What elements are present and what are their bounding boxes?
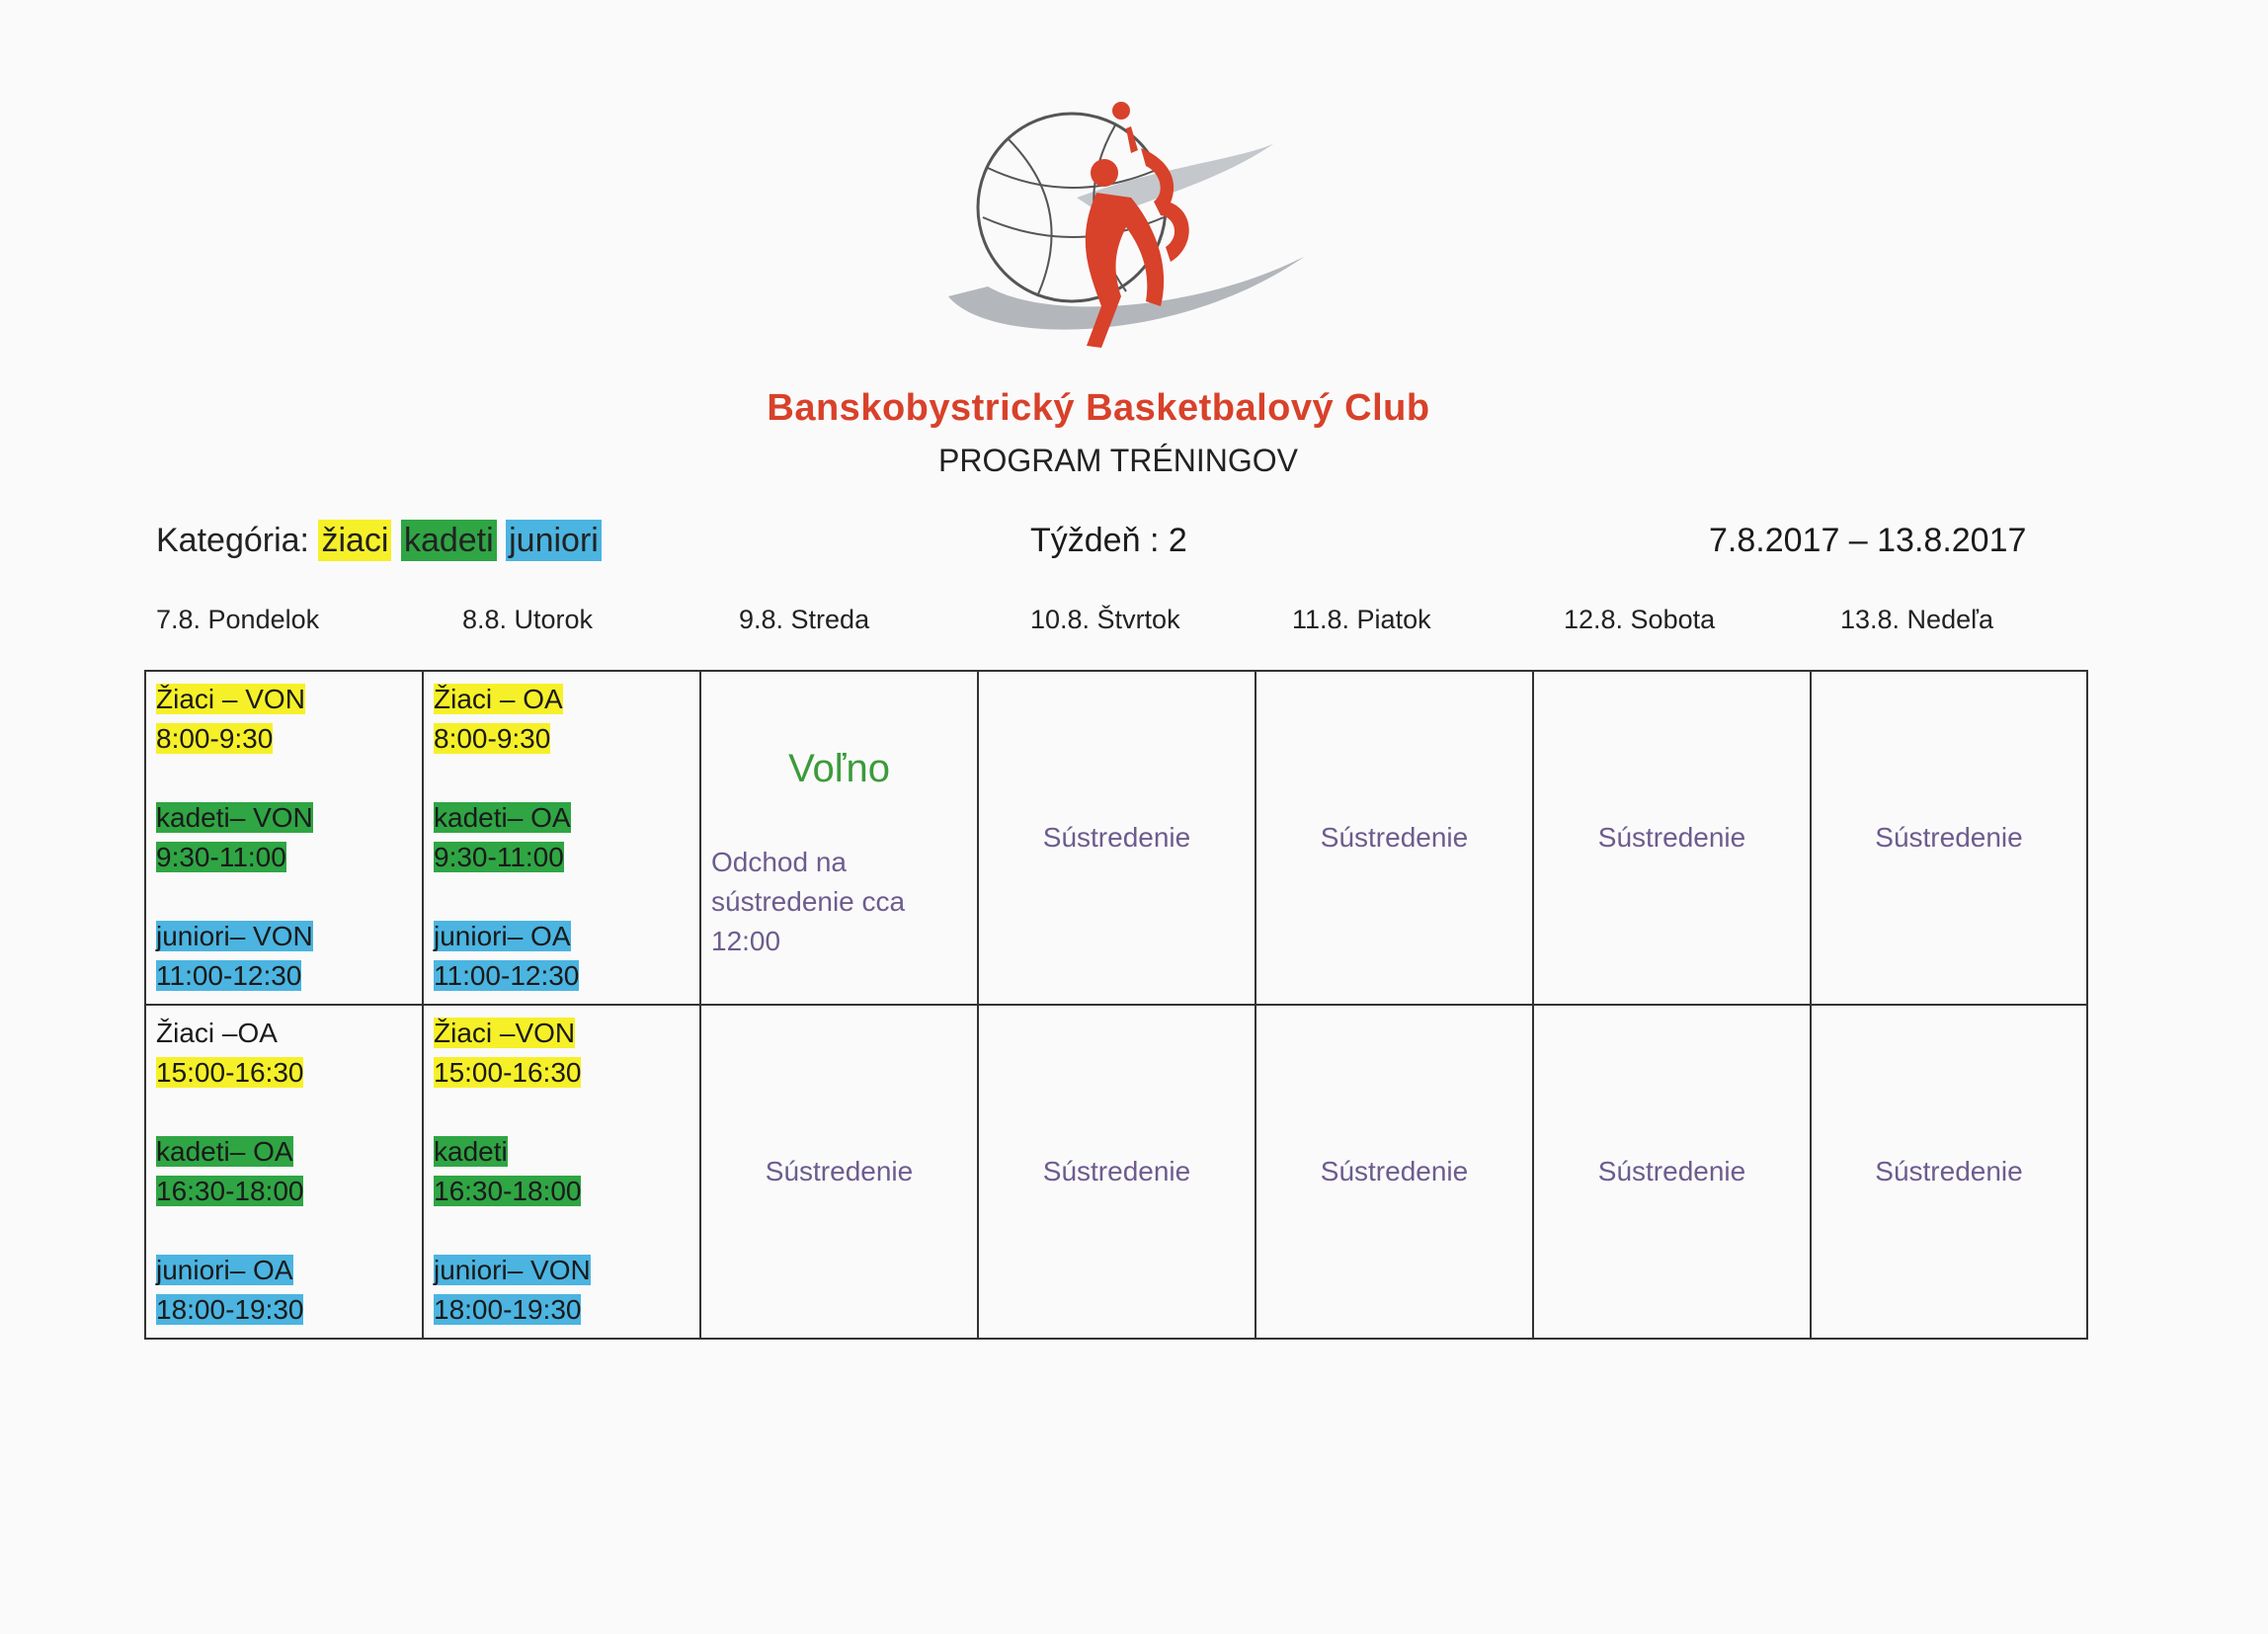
day-header-tuesday: 8.8. Utorok <box>462 605 594 634</box>
entry-time: 8:00-9:30 <box>434 723 551 754</box>
entry-name: kadeti– OA <box>156 1136 293 1167</box>
entry-ziaci <box>434 680 689 759</box>
cell-saturday-morning: Sústredenie <box>1533 671 1811 1005</box>
entry-time: 15:00-16:30 <box>434 1057 582 1088</box>
cell-thursday-afternoon: Sústredenie <box>978 1005 1256 1339</box>
cell-friday-afternoon: Sústredenie <box>1256 1005 1533 1339</box>
entry-ziaci <box>434 1014 689 1093</box>
cell-sunday-morning: Sústredenie <box>1811 671 2087 1005</box>
program-title: PROGRAM TRÉNINGOV <box>938 443 1298 478</box>
entry-time: 16:30-18:00 <box>156 1176 304 1206</box>
entry-ziaci <box>156 680 412 759</box>
departure-note <box>711 843 967 961</box>
category-row <box>156 522 602 560</box>
day-header-thursday: 10.8. Štvrtok <box>1030 605 1180 634</box>
entry-name: juniori– VON <box>156 921 313 951</box>
day-header-wednesday: 9.8. Streda <box>739 605 870 634</box>
note-line: sústredenie cca <box>711 886 906 917</box>
note-line: Odchod na <box>711 847 847 877</box>
entry-kadeti <box>156 1132 412 1211</box>
entry-time: 11:00-12:30 <box>156 960 302 991</box>
entry-time: 16:30-18:00 <box>434 1176 582 1206</box>
entry-ziaci <box>156 1014 412 1093</box>
entry-kadeti <box>434 798 689 877</box>
cell-monday-morning <box>145 671 423 1005</box>
entry-name: juniori– OA <box>434 921 571 951</box>
entry-time: 18:00-19:30 <box>156 1294 304 1325</box>
day-header-sunday: 13.8. Nedeľa <box>1840 605 1993 634</box>
entry-name: kadeti– VON <box>156 802 313 833</box>
schedule-table <box>144 670 2088 1340</box>
entry-time: 15:00-16:30 <box>156 1057 304 1088</box>
entry-name: juniori– OA <box>156 1255 293 1285</box>
volno-label: Voľno <box>788 747 890 790</box>
cell-tuesday-afternoon <box>423 1005 700 1339</box>
day-header-saturday: 12.8. Sobota <box>1564 605 1716 634</box>
entry-kadeti <box>156 798 412 877</box>
entry-juniori <box>434 917 689 996</box>
entry-time: 18:00-19:30 <box>434 1294 582 1325</box>
entry-juniori <box>434 1251 689 1330</box>
entry-juniori <box>156 917 412 996</box>
day-header-monday: 7.8. Pondelok <box>156 605 320 634</box>
cell-sunday-afternoon: Sústredenie <box>1811 1005 2087 1339</box>
entry-kadeti <box>434 1132 689 1211</box>
entry-time: 9:30-11:00 <box>156 842 286 872</box>
cell-monday-afternoon <box>145 1005 423 1339</box>
entry-time: 11:00-12:30 <box>434 960 580 991</box>
entry-name: Žiaci –VON <box>434 1018 576 1048</box>
entry-name: Žiaci – VON <box>156 684 305 714</box>
entry-juniori <box>156 1251 412 1330</box>
category-label: Kategória: <box>156 522 309 559</box>
club-logo <box>929 99 1314 361</box>
entry-name: juniori– VON <box>434 1255 591 1285</box>
note-line: 12:00 <box>711 926 781 956</box>
category-kadeti: kadeti <box>401 520 497 561</box>
entry-time: 9:30-11:00 <box>434 842 564 872</box>
table-row <box>145 671 2087 1005</box>
table-row <box>145 1005 2087 1339</box>
cell-wednesday-afternoon: Sústredenie <box>700 1005 978 1339</box>
cell-friday-morning: Sústredenie <box>1256 671 1533 1005</box>
club-name: Banskobystrický Basketbalový Club <box>767 387 1430 429</box>
week-label: Týždeň : 2 <box>1030 522 1187 559</box>
cell-wednesday-morning <box>700 671 978 1005</box>
entry-name: kadeti <box>434 1136 508 1167</box>
entry-name: Žiaci –OA <box>156 1018 278 1048</box>
entry-time: 8:00-9:30 <box>156 723 274 754</box>
cell-saturday-afternoon: Sústredenie <box>1533 1005 1811 1339</box>
entry-name: Žiaci – OA <box>434 684 563 714</box>
entry-name: kadeti– OA <box>434 802 571 833</box>
cell-tuesday-morning <box>423 671 700 1005</box>
cell-thursday-morning: Sústredenie <box>978 671 1256 1005</box>
day-header-friday: 11.8. Piatok <box>1292 605 1431 634</box>
category-juniori: juniori <box>506 520 602 561</box>
category-ziaci: žiaci <box>318 520 391 561</box>
date-range: 7.8.2017 – 13.8.2017 <box>1709 522 2027 559</box>
